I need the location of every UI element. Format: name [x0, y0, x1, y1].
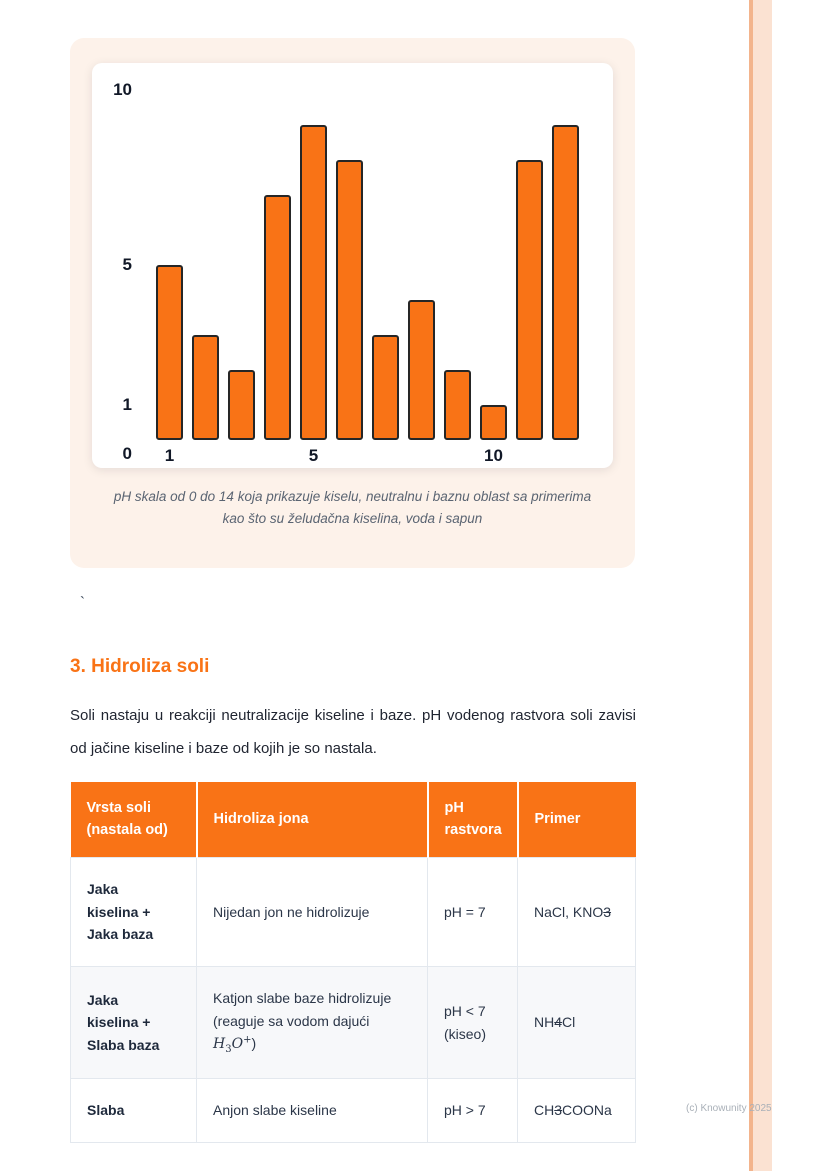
bar [516, 160, 543, 440]
ph-bar-chart [92, 63, 613, 468]
table-cell: pH < 7 (kiseo) [428, 966, 518, 1078]
x-axis-labels [156, 446, 579, 470]
table-cell: Jaka kiselina + Slaba baza [71, 966, 197, 1078]
bar [372, 335, 399, 440]
table-header-cell: Vrsta soli (nastala od) [71, 782, 197, 857]
table-row [71, 857, 636, 966]
table-header-cell: pH rastvora [428, 782, 518, 857]
x-tick-label: 10 [484, 446, 503, 465]
bar [444, 370, 471, 440]
bar [192, 335, 219, 440]
table-header-row [71, 782, 636, 857]
bar [408, 300, 435, 440]
table-cell: Katjon slabe baze hidrolizuje (reaguje sa vodom dajući $H_3O^+$) [197, 966, 428, 1078]
table-cell: NaCl, KNO3 [518, 857, 636, 966]
table-cell: CH3COONa [518, 1079, 636, 1143]
bar [300, 125, 327, 440]
chem-formula-h3o: $H_3O^+$ [213, 1034, 252, 1056]
bar [228, 370, 255, 440]
hydrolysis-table [70, 782, 636, 1143]
page-edge-strip [749, 0, 772, 1171]
copyright-text: (c) Knowunity 2025 [686, 1103, 772, 1114]
table-cell: Jaka kiselina + Jaka baza [71, 857, 197, 966]
chart-caption: pH skala od 0 do 14 koja prikazuje kiselu, neutralnu i baznu oblast sa primerima kao što su želudačna kiselina, voda i sapun [113, 489, 592, 526]
table-cell: Nijedan jon ne hidrolizuje [197, 857, 428, 966]
bar [264, 195, 291, 440]
y-tick-label: 10 [113, 80, 132, 99]
section-heading: 3. Hidroliza soli [70, 656, 210, 677]
bar [156, 265, 183, 440]
bar [480, 405, 507, 440]
table-row [71, 1079, 636, 1143]
y-tick-label: 0 [122, 444, 132, 463]
section-paragraph: Soli nastaju u reakciji neutralizacije kiseline i baze. pH vodenog rastvora soli zavisi od jačine kiseline i baze od kojih je so nastala. [70, 707, 636, 757]
table-cell: Slaba [71, 1079, 197, 1143]
table-cell: pH > 7 [428, 1079, 518, 1143]
x-tick-label: 1 [164, 446, 175, 465]
table-header-cell: Hidroliza jona [197, 782, 428, 857]
table-cell: pH = 7 [428, 857, 518, 966]
bar [552, 125, 579, 440]
chart-card [70, 38, 635, 568]
table-row [71, 966, 636, 1078]
x-tick-label: 5 [308, 446, 319, 465]
bars-container [156, 90, 579, 440]
stray-backtick-text: ` [80, 594, 85, 611]
y-tick-label: 1 [122, 395, 132, 414]
table-cell: Anjon slabe kiseline [197, 1079, 428, 1143]
bar [336, 160, 363, 440]
table-header-cell: Primer [518, 782, 636, 857]
y-tick-label: 5 [122, 255, 132, 274]
table-cell: NH4Cl [518, 966, 636, 1078]
